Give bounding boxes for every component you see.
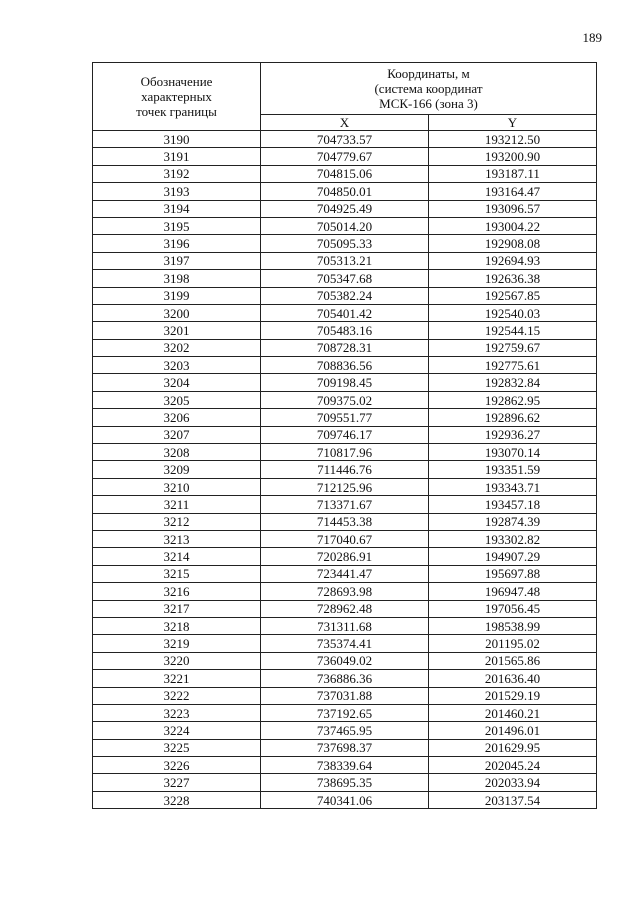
y-coordinate-cell: 201636.40	[429, 670, 597, 687]
x-coordinate-cell: 735374.41	[261, 635, 429, 652]
point-id-cell: 3228	[93, 791, 261, 808]
point-id-cell: 3199	[93, 287, 261, 304]
table-row	[93, 304, 597, 321]
x-coordinate-cell: 710817.96	[261, 444, 429, 461]
y-coordinate-cell: 193164.47	[429, 183, 597, 200]
y-coordinate-cell: 192567.85	[429, 287, 597, 304]
x-coordinate-cell: 704815.06	[261, 165, 429, 182]
point-id-cell: 3210	[93, 478, 261, 495]
point-id-cell: 3219	[93, 635, 261, 652]
point-id-cell: 3225	[93, 739, 261, 756]
point-id-cell: 3222	[93, 687, 261, 704]
points-header-line: Обозначение	[140, 74, 213, 89]
x-coordinate-cell: 705347.68	[261, 270, 429, 287]
y-coordinate-cell: 193302.82	[429, 530, 597, 547]
table-row	[93, 530, 597, 547]
point-id-cell: 3190	[93, 131, 261, 148]
y-coordinate-cell: 202045.24	[429, 757, 597, 774]
x-coordinate-cell: 709375.02	[261, 391, 429, 408]
y-coordinate-cell: 192936.27	[429, 426, 597, 443]
point-id-cell: 3213	[93, 530, 261, 547]
y-coordinate-cell: 192759.67	[429, 339, 597, 356]
point-id-cell: 3223	[93, 704, 261, 721]
y-coordinate-cell: 193351.59	[429, 461, 597, 478]
table-header	[93, 63, 597, 131]
x-coordinate-cell: 704733.57	[261, 131, 429, 148]
x-coordinate-cell: 708836.56	[261, 357, 429, 374]
point-id-cell: 3220	[93, 652, 261, 669]
point-id-cell: 3194	[93, 200, 261, 217]
point-id-cell: 3205	[93, 391, 261, 408]
table-row	[93, 739, 597, 756]
x-coordinate-cell: 740341.06	[261, 791, 429, 808]
point-id-cell: 3212	[93, 513, 261, 530]
point-id-cell: 3207	[93, 426, 261, 443]
point-id-cell: 3204	[93, 374, 261, 391]
table-row	[93, 670, 597, 687]
table-row	[93, 513, 597, 530]
x-coordinate-cell: 709746.17	[261, 426, 429, 443]
point-id-cell: 3211	[93, 496, 261, 513]
y-coordinate-cell: 192896.62	[429, 409, 597, 426]
y-coordinate-cell: 192544.15	[429, 322, 597, 339]
table-row	[93, 235, 597, 252]
point-id-cell: 3216	[93, 583, 261, 600]
y-coordinate-cell: 197056.45	[429, 600, 597, 617]
x-coordinate-cell: 737031.88	[261, 687, 429, 704]
point-id-cell: 3200	[93, 304, 261, 321]
y-coordinate-cell: 192862.95	[429, 391, 597, 408]
y-coordinate-cell: 193096.57	[429, 200, 597, 217]
x-coordinate-cell: 738695.35	[261, 774, 429, 791]
x-coordinate-cell: 717040.67	[261, 530, 429, 547]
point-id-cell: 3226	[93, 757, 261, 774]
point-id-cell: 3198	[93, 270, 261, 287]
y-coordinate-cell: 192694.93	[429, 252, 597, 269]
table-row	[93, 791, 597, 808]
table-row	[93, 565, 597, 582]
x-coordinate-cell: 705483.16	[261, 322, 429, 339]
point-id-cell: 3201	[93, 322, 261, 339]
table-row	[93, 287, 597, 304]
x-coordinate-cell: 712125.96	[261, 478, 429, 495]
y-coordinate-cell: 193343.71	[429, 478, 597, 495]
x-coordinate-cell: 736049.02	[261, 652, 429, 669]
x-column-header: X	[261, 115, 429, 131]
y-coordinate-cell: 193200.90	[429, 148, 597, 165]
x-coordinate-cell: 736886.36	[261, 670, 429, 687]
y-coordinate-cell: 201460.21	[429, 704, 597, 721]
table-row	[93, 635, 597, 652]
table-row	[93, 757, 597, 774]
point-id-cell: 3221	[93, 670, 261, 687]
x-coordinate-cell: 728962.48	[261, 600, 429, 617]
table-row	[93, 200, 597, 217]
point-id-cell: 3218	[93, 617, 261, 634]
point-id-cell: 3208	[93, 444, 261, 461]
table-row	[93, 217, 597, 234]
table-body	[93, 131, 597, 809]
y-coordinate-cell: 193457.18	[429, 496, 597, 513]
table-row	[93, 426, 597, 443]
x-coordinate-cell: 704925.49	[261, 200, 429, 217]
table-row	[93, 548, 597, 565]
table-row	[93, 270, 597, 287]
table-row	[93, 617, 597, 634]
x-coordinate-cell: 713371.67	[261, 496, 429, 513]
table-row	[93, 704, 597, 721]
x-coordinate-cell: 709198.45	[261, 374, 429, 391]
table-row	[93, 409, 597, 426]
x-coordinate-cell: 714453.38	[261, 513, 429, 530]
table-row	[93, 165, 597, 182]
x-coordinate-cell: 738339.64	[261, 757, 429, 774]
table-row	[93, 183, 597, 200]
points-header-line: характерных	[141, 89, 212, 104]
y-coordinate-cell: 193070.14	[429, 444, 597, 461]
y-coordinate-cell: 201529.19	[429, 687, 597, 704]
x-coordinate-cell: 723441.47	[261, 565, 429, 582]
y-coordinate-cell: 192908.08	[429, 235, 597, 252]
y-coordinate-cell: 192775.61	[429, 357, 597, 374]
point-id-cell: 3191	[93, 148, 261, 165]
point-id-cell: 3195	[93, 217, 261, 234]
x-coordinate-cell: 705095.33	[261, 235, 429, 252]
table-row	[93, 583, 597, 600]
points-header-line: точек границы	[136, 104, 217, 119]
x-coordinate-cell: 737465.95	[261, 722, 429, 739]
x-coordinate-cell: 705014.20	[261, 217, 429, 234]
point-id-cell: 3196	[93, 235, 261, 252]
table-row	[93, 252, 597, 269]
y-coordinate-cell: 201565.86	[429, 652, 597, 669]
x-coordinate-cell: 720286.91	[261, 548, 429, 565]
table-row	[93, 652, 597, 669]
x-coordinate-cell: 709551.77	[261, 409, 429, 426]
y-column-header: Y	[429, 115, 597, 131]
coordinates-table	[92, 62, 597, 809]
point-id-cell: 3206	[93, 409, 261, 426]
coordinates-header-line: МСК-166 (зона 3)	[379, 96, 478, 111]
table-row	[93, 131, 597, 148]
table-row	[93, 722, 597, 739]
coordinates-header-line: (система координат	[374, 81, 483, 96]
table-row	[93, 774, 597, 791]
table-row	[93, 339, 597, 356]
y-coordinate-cell: 202033.94	[429, 774, 597, 791]
table-row	[93, 391, 597, 408]
point-id-cell: 3203	[93, 357, 261, 374]
point-id-cell: 3197	[93, 252, 261, 269]
y-coordinate-cell: 201496.01	[429, 722, 597, 739]
table-row	[93, 322, 597, 339]
point-id-cell: 3193	[93, 183, 261, 200]
y-coordinate-cell: 198538.99	[429, 617, 597, 634]
x-coordinate-cell: 737698.37	[261, 739, 429, 756]
y-coordinate-cell: 196947.48	[429, 583, 597, 600]
y-coordinate-cell: 192832.84	[429, 374, 597, 391]
table-row	[93, 374, 597, 391]
point-id-cell: 3192	[93, 165, 261, 182]
table-row	[93, 461, 597, 478]
point-id-cell: 3224	[93, 722, 261, 739]
x-coordinate-cell: 728693.98	[261, 583, 429, 600]
y-coordinate-cell: 193212.50	[429, 131, 597, 148]
x-coordinate-cell: 711446.76	[261, 461, 429, 478]
x-coordinate-cell: 737192.65	[261, 704, 429, 721]
y-coordinate-cell: 193004.22	[429, 217, 597, 234]
table-row	[93, 478, 597, 495]
y-coordinate-cell: 195697.88	[429, 565, 597, 582]
table-row	[93, 687, 597, 704]
x-coordinate-cell: 704850.01	[261, 183, 429, 200]
table-row	[93, 444, 597, 461]
y-coordinate-cell: 192636.38	[429, 270, 597, 287]
x-coordinate-cell: 705313.21	[261, 252, 429, 269]
point-id-cell: 3209	[93, 461, 261, 478]
y-coordinate-cell: 201629.95	[429, 739, 597, 756]
x-coordinate-cell: 704779.67	[261, 148, 429, 165]
x-coordinate-cell: 705382.24	[261, 287, 429, 304]
table-row	[93, 600, 597, 617]
y-coordinate-cell: 193187.11	[429, 165, 597, 182]
x-coordinate-cell: 705401.42	[261, 304, 429, 321]
point-id-cell: 3215	[93, 565, 261, 582]
coordinates-header-line: Координаты, м	[387, 66, 470, 81]
y-coordinate-cell: 192874.39	[429, 513, 597, 530]
page-number: 189	[582, 30, 602, 45]
y-coordinate-cell: 194907.29	[429, 548, 597, 565]
point-id-cell: 3202	[93, 339, 261, 356]
point-id-cell: 3217	[93, 600, 261, 617]
point-id-cell: 3214	[93, 548, 261, 565]
y-coordinate-cell: 201195.02	[429, 635, 597, 652]
x-coordinate-cell: 731311.68	[261, 617, 429, 634]
table-row	[93, 148, 597, 165]
point-id-cell: 3227	[93, 774, 261, 791]
coordinates-column-header	[261, 63, 597, 115]
y-coordinate-cell: 192540.03	[429, 304, 597, 321]
y-coordinate-cell: 203137.54	[429, 791, 597, 808]
table-row	[93, 496, 597, 513]
table-row	[93, 357, 597, 374]
points-column-header	[93, 63, 261, 131]
x-coordinate-cell: 708728.31	[261, 339, 429, 356]
